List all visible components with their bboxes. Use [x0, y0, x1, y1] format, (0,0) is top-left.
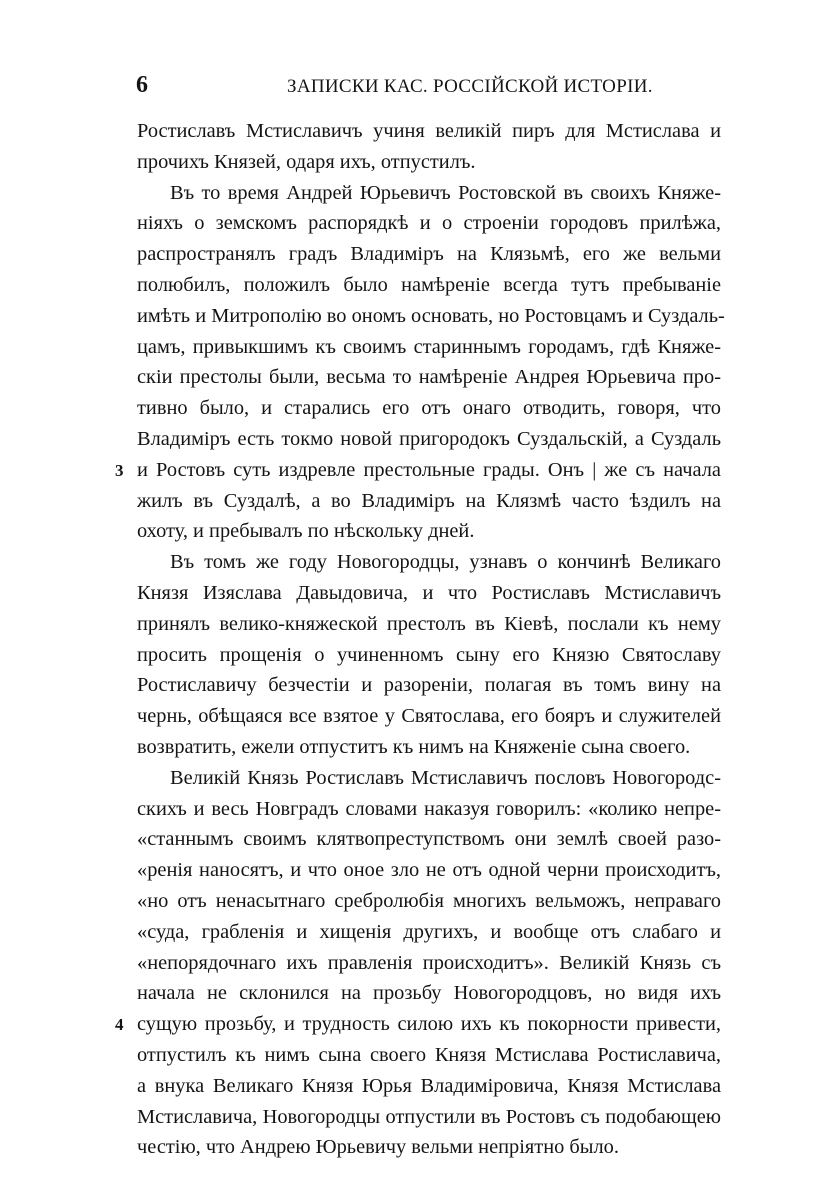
running-head: ЗАПИСКИ КАС. РОССІЙСКОЙ ИСТОРІИ.: [287, 76, 653, 97]
text-line: «суда, грабленія и хищенія другихъ, и вообще отъ слабаго и: [137, 920, 721, 943]
text-line: начала не склонился на прозьбу Новогородцовъ, но видя ихъ: [137, 982, 721, 1005]
text-line: просить прощенія о учиненномъ сыну его Князю Святославу: [137, 643, 721, 666]
page-number: 6: [136, 72, 148, 98]
text-line: прочихъ Князей, одаря ихъ, отпустилъ.: [137, 150, 476, 173]
text-line: Князя Изяслава Давыдовича, и что Ростиславъ Мстиславичъ: [137, 581, 721, 604]
text-line: ніяхъ о земскомъ распорядкѣ и о строеніи городовъ прилѣжа,: [137, 212, 721, 235]
margin-note: 3: [115, 461, 124, 480]
text-line: Ростиславъ Мстиславичъ учиня великій пиръ для Мстислава и: [137, 120, 721, 142]
text-line: чернь, обѣщаяся все взятое у Святослава, его бояръ и служителей: [137, 705, 721, 728]
text-line: тивно было, и старались его отъ онаго отводить, говоря, что: [137, 397, 721, 420]
margin-note: 4: [115, 1015, 124, 1034]
text-line: честію, что Андрею Юрьевичу вельми непріятно было.: [137, 1136, 619, 1159]
text-line: имѣть и Митрополію во ономъ основать, но Ростовцамъ и Суздаль-: [137, 304, 725, 327]
text-line: распространялъ градъ Владиміръ на Клязьмѣ, его же вельми: [137, 243, 721, 266]
text-line: полюбилъ, положилъ было намѣреніе всегда тутъ пребываніе: [137, 273, 721, 296]
text-line: и Ростовъ суть издревле престольные грады. Онъ | же съ начала: [137, 458, 721, 481]
text-line: «непорядочнаго ихъ правленія происходитъ». Великій Князь съ: [137, 951, 721, 974]
text-line: Великій Князь Ростиславъ Мстиславичъ пословъ Новогородс-: [170, 766, 721, 789]
body-text: [115, 116, 725, 1163]
text-line: Мстиславича, Новогородцы отпустили въ Ростовъ съ подобающею: [137, 1105, 721, 1128]
text-line: Въ то время Андрей Юрьевичъ Ростовской въ своихъ Княже-: [170, 181, 721, 204]
text-line: «но отъ ненасытнаго сребролюбія многихъ вельможъ, неправаго: [137, 889, 721, 912]
text-line: а внука Великаго Князя Юрья Владиміровича, Князя Мстислава: [137, 1074, 721, 1097]
text-line: Ростиславичу безчестіи и разореніи, полагая въ томъ вину на: [137, 674, 721, 697]
text-line: скихъ и весь Новградъ словами наказуя говорилъ: «колико непре-: [137, 797, 721, 820]
text-line: сущую прозьбу, и трудность силою ихъ къ покорности привести,: [137, 1013, 721, 1036]
text-line: жилъ въ Суздалѣ, а во Владиміръ на Клязмѣ часто ѣздилъ на: [137, 489, 721, 512]
text-line: «ренія наносятъ, и что оное зло не отъ одной черни происходитъ,: [137, 859, 721, 882]
text-line: возвратить, ежели отпуститъ къ нимъ на Княженіе сына своего.: [137, 735, 691, 758]
text-line: «станнымъ своимъ клятвопреступствомъ они землѣ своей разо-: [137, 828, 721, 851]
text-line: скіи престолы были, весьма то намѣреніе Андрея Юрьевича про-: [137, 366, 721, 389]
text-line: Владиміръ есть токмо новой пригородокъ Суздальскій, а Суздаль: [137, 427, 721, 450]
text-line: цамъ, привыкшимъ къ своимъ стариннымъ городамъ, гдѣ Княже-: [137, 335, 721, 358]
text-line: Въ томъ же году Новогородцы, узнавъ о кончинѣ Великаго: [170, 551, 721, 574]
text-line: отпустилъ къ нимъ сына своего Князя Мстислава Ростиславича,: [137, 1043, 721, 1066]
text-line: охоту, и пребывалъ по нѣскольку дней.: [137, 520, 475, 543]
text-line: принялъ велико-княжеской престолъ въ Кіевѣ, послали къ нему: [137, 612, 721, 635]
page-header: [0, 72, 840, 102]
